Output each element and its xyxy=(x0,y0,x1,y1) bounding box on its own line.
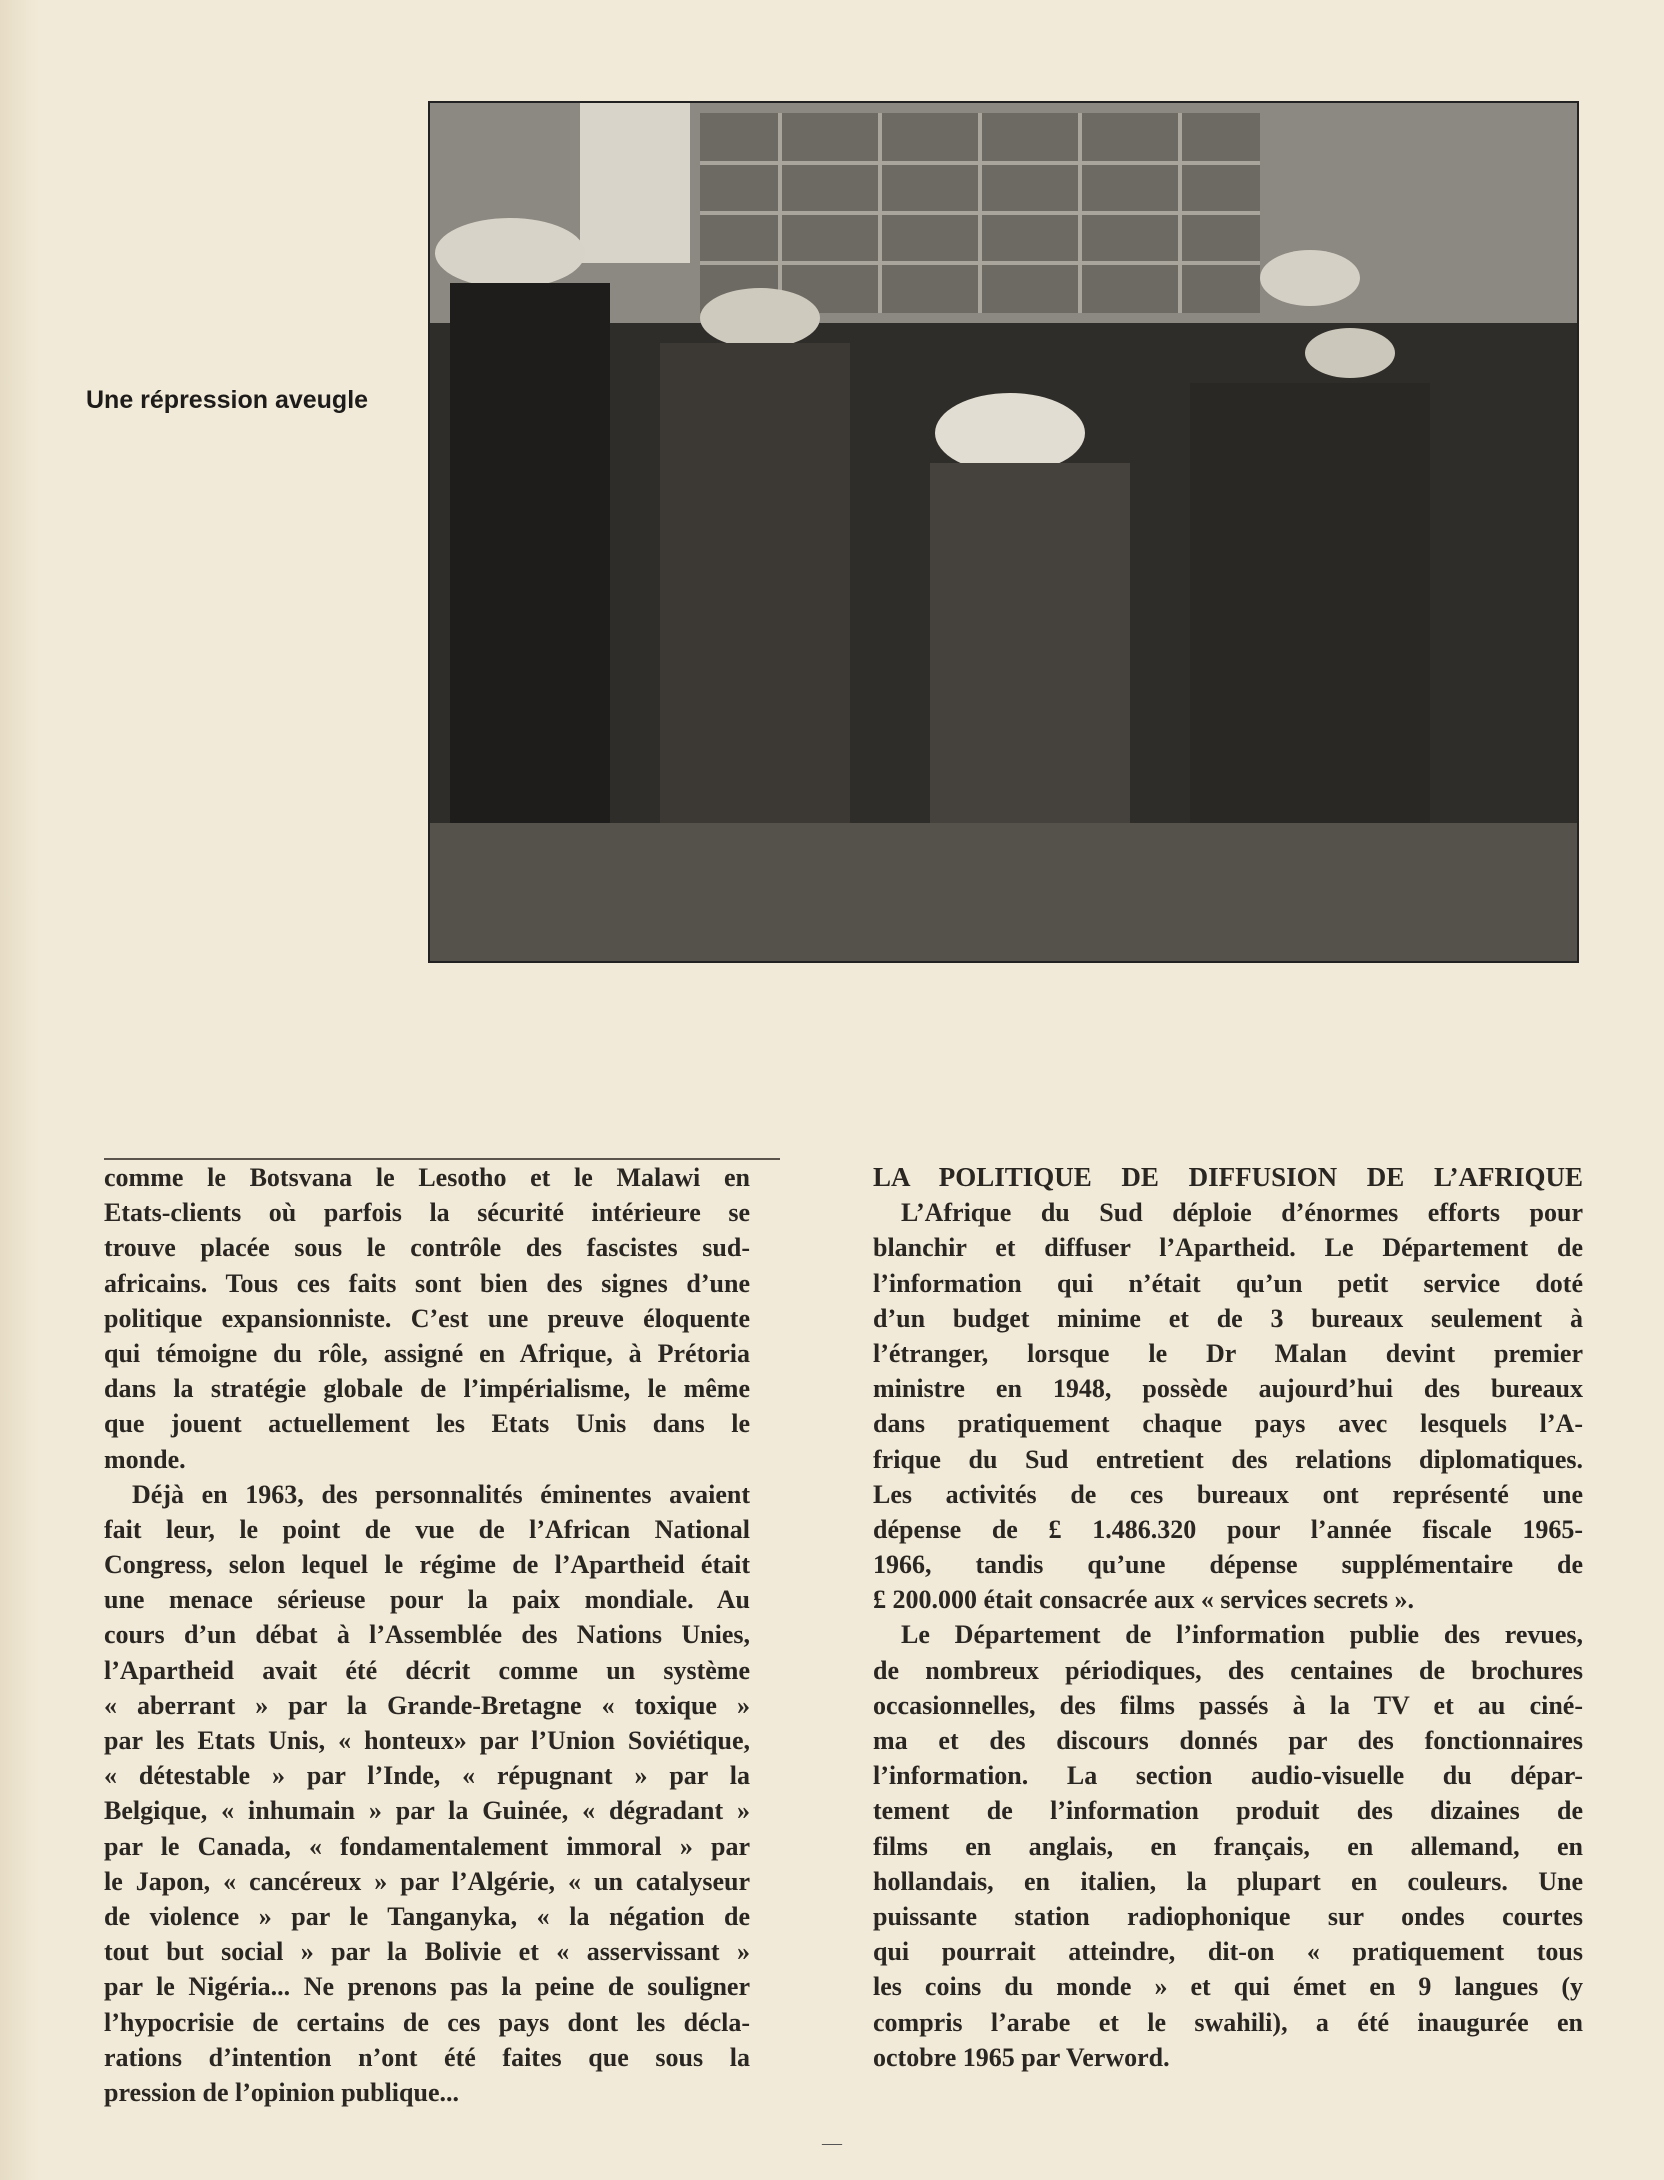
text-line: ministre en 1948, possède aujourd’hui des bureaux xyxy=(873,1374,1583,1404)
text-line: politique expansionniste. C’est une preuve éloquente xyxy=(104,1303,750,1333)
text-line: Les activités de ces bureaux ont représenté une xyxy=(873,1479,1583,1509)
text-line: films en anglais, en français, en allemand, en xyxy=(873,1831,1583,1861)
left-column xyxy=(104,1160,750,2110)
text-line: Etats-clients où parfois la sécurité intérieure se xyxy=(104,1198,750,1228)
text-line: cours d’un débat à l’Assemblée des Nations Unies, xyxy=(104,1620,750,1650)
text-line: L’Afrique du Sud déploie d’énormes efforts pour xyxy=(901,1198,1583,1228)
right-column xyxy=(873,1160,1583,2075)
text-line: l’Apartheid avait été décrit comme un système xyxy=(104,1655,750,1685)
text-line: Le Département de l’information publie des revues, xyxy=(901,1620,1583,1650)
text-line: monde. xyxy=(104,1444,186,1474)
text-line: l’information qui n’était qu’un petit service doté xyxy=(873,1268,1583,1298)
text-line: que jouent actuellement les Etats Unis dans le xyxy=(104,1409,750,1439)
text-line: pression de l’opinion publique... xyxy=(104,2077,459,2107)
text-line: l’hypocrisie de certains de ces pays dont les décla- xyxy=(104,2007,750,2037)
text-line: Congress, selon lequel le régime de l’Apartheid était xyxy=(104,1550,750,1580)
text-line: comme le Botsvana le Lesotho et le Malawi en xyxy=(104,1163,750,1192)
text-line: Déjà en 1963, des personnalités éminentes avaient xyxy=(132,1479,750,1509)
text-line: par les Etats Unis, « honteux» par l’Union Soviétique, xyxy=(104,1726,750,1755)
text-line: 1966, tandis qu’une dépense supplémentaire de xyxy=(873,1550,1583,1580)
text-line: trouve placée sous le contrôle des fascistes sud- xyxy=(104,1233,750,1263)
photograph-police-repression xyxy=(428,101,1579,963)
text-line: africains. Tous ces faits sont bien des signes d’une xyxy=(104,1268,750,1298)
text-line: occasionnelles, des films passés à la TV et au ciné- xyxy=(873,1690,1583,1720)
photo-caption: Une répression aveugle xyxy=(86,386,369,414)
page-edge xyxy=(0,0,40,2180)
text-line: £ 200.000 était consacrée aux « services secrets ». xyxy=(873,1585,1415,1615)
text-line: « détestable » par l’Inde, « répugnant » par la xyxy=(104,1761,750,1791)
text-line: dans la stratégie globale de l’impérialisme, le même xyxy=(104,1374,750,1404)
text-line: par le Canada, « fondamentalement immoral » par xyxy=(104,1831,750,1861)
text-line: frique du Sud entretient des relations diplomatiques. xyxy=(873,1444,1583,1474)
text-line: l’information. La section audio-visuelle du dépar- xyxy=(873,1761,1583,1791)
text-line: « aberrant » par la Grande-Bretagne « toxique » xyxy=(104,1690,750,1720)
text-line: Belgique, « inhumain » par la Guinée, « dégradant » xyxy=(104,1796,750,1826)
text-line: qui pourrait atteindre, dit-on « pratiquement tous xyxy=(873,1937,1583,1967)
text-line: l’étranger, lorsque le Dr Malan devint premier xyxy=(873,1338,1583,1368)
text-line: par le Nigéria... Ne prenons pas la peine de souligner xyxy=(104,1972,750,2002)
text-line: octobre 1965 par Verword. xyxy=(873,2042,1170,2072)
text-line: qui témoigne du rôle, assigné en Afrique, à Prétoria xyxy=(104,1338,750,1368)
text-line: fait leur, le point de vue de l’African National xyxy=(104,1514,750,1544)
text-line: tout but social » par la Bolivie et « asservissant » xyxy=(104,1937,750,1967)
text-line: puissante station radiophonique sur ondes courtes xyxy=(873,1901,1583,1931)
text-line: ma et des discours donnés par des fonctionnaires xyxy=(873,1726,1583,1755)
text-line: de nombreux périodiques, des centaines de brochures xyxy=(873,1655,1583,1685)
text-line: les coins du monde » et qui émet en 9 langues (y xyxy=(873,1972,1583,2002)
text-line: de violence » par le Tanganyka, « la négation de xyxy=(104,1901,750,1931)
text-line: dépense de £ 1.486.320 pour l’année fiscale 1965- xyxy=(873,1514,1583,1544)
text-line: rations d’intention n’ont été faites que sous la xyxy=(104,2042,750,2072)
text-line: blanchir et diffuser l’Apartheid. Le Département de xyxy=(873,1233,1583,1263)
text-line: tement de l’information produit des dizaines de xyxy=(873,1796,1583,1826)
text-line: d’un budget minime et de 3 bureaux seulement à xyxy=(873,1303,1583,1333)
text-line: une menace sérieuse pour la paix mondiale. Au xyxy=(104,1585,750,1615)
text-line: compris l’arabe et le swahili), a été inaugurée en xyxy=(873,2007,1583,2037)
page-mark: — xyxy=(822,2132,842,2154)
text-line: hollandais, en italien, la plupart en couleurs. Une xyxy=(873,1866,1583,1896)
section-heading: LA POLITIQUE DE DIFFUSION DE L’AFRIQUE xyxy=(873,1162,1583,1192)
text-line: dans pratiquement chaque pays avec lesquels l’A- xyxy=(873,1409,1583,1439)
text-line: le Japon, « cancéreux » par l’Algérie, « un catalyseur xyxy=(104,1866,750,1896)
